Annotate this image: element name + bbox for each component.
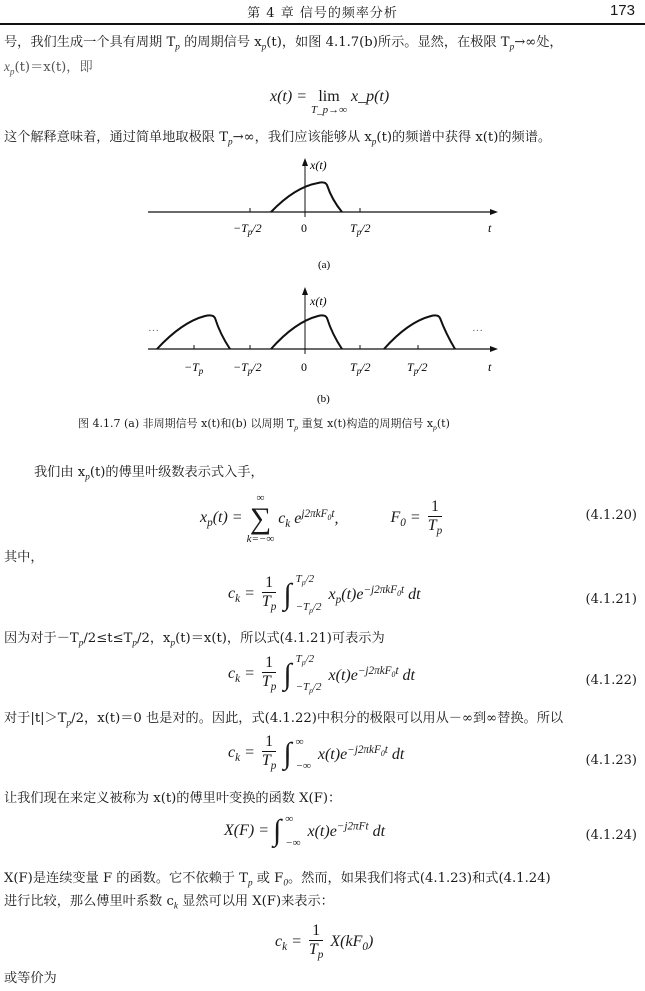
rhs: x_p(t) [350,88,390,105]
tick-pos-half-2: $T_p/2$ [407,360,428,376]
ellipsis-right: ··· [472,325,483,337]
sub: p [433,423,437,433]
text: (t)，如图 4.1.7(b)所示。显然，在极限 T [266,35,510,50]
paragraph-1-line-1 [4,32,563,58]
panel-label-a: (a) [318,259,331,271]
text: 号，我们生成一个具有周期 T [4,35,176,50]
paragraph-5 [4,628,385,654]
text: →∞，我们应该能够从 x [232,130,372,145]
equation-number: (4.1.23) [585,753,637,768]
equation-4-1-23: $c_k$ = $\frac{1}{T_p}$ ∫ ∞ −∞ $x(t)e^{-j2\pi kF_0t}$ dt [228,733,405,773]
sub: 0 [283,877,288,888]
sum-upper: ∞ [256,492,265,504]
text: 这个解释意味着，通过简单地取极限 T [4,130,228,145]
text: 对于|t|＞T [4,711,67,726]
sub: p [228,136,233,147]
tick-pos-half: $T_p/2$ [350,360,371,376]
sub: p [9,66,15,77]
text: 进行比较，那么傅里叶系数 c [4,894,174,909]
text: (t)＝x(t)，即 [14,60,93,75]
sub: p [175,41,180,52]
tick-pos-half: $T_p/2$ [350,221,371,237]
tick-zero: 0 [301,360,307,374]
text: /2≤t≤T [83,631,133,646]
summation: ∞ ∑ k=−∞ [246,492,275,545]
tick-neg-half: $-T_p/2$ [233,221,262,237]
lhs: x(t) = [270,88,311,105]
sub: k [173,900,178,911]
text: 因为对于－T [4,631,79,646]
equation-ck-from-XF: $c_k$ = $\frac{1}{T_p}$ $X(kF_0)$ [275,922,374,962]
text: X(F)是连续变量 F 的函数。它不依赖于 T [4,871,248,886]
sub: p [247,877,253,888]
paragraph-6 [4,708,563,734]
text: (t)的频谱中获得 x(t)的频谱。 [376,130,552,145]
text: 显然可以用 X(F)来表示： [177,894,334,909]
tick-neg-half: $-T_p/2$ [233,360,262,376]
equation-4-1-24: X(F) = ∫ ∞ −∞ $x(t)e^{-j2\pi Ft}$ dt [224,813,386,849]
lim: lim [318,88,340,105]
sub: p [66,717,72,728]
text: (t)＝x(t)，所以式(4.1.21)可表示为 [175,631,385,646]
sub: p [78,637,84,648]
equation-4-1-22: $c_k$ = $\frac{1}{T_p}$ ∫ $T_p/2$ $-T_p/2$ $x(t)e^{-j2\pi kF_0t}$ dt [228,653,415,696]
text: 或 F [252,871,284,886]
sub: p [294,423,299,433]
y-axis-label: x(t) [310,294,327,308]
text: /2，x(t)＝0 也是对的。因此，式(4.1.22)中积分的极限可以用从－∞到∞替换。所以 [71,711,564,726]
tick-neg-tp: $-T_p$ [184,360,204,376]
equation-4-1-21: $c_k$ = $\frac{1}{T_p}$ ∫ $T_p/2$ $-T_p/2$ $x_p(t)e^{-j2\pi kF_0t}$ dt [228,573,421,616]
equation-4-1-20: $x_p(t)$ = ∞ ∑ k=−∞ $c_k$ $e^{j2\pi kF_0t}$, $F_0$ = $\frac{1}{T_p}$ [200,492,443,545]
lim-operator [311,88,347,116]
paragraph-1-line-2 [4,56,93,83]
paragraph-7: 让我们现在来定义被称为 x(t)的傅里叶变换的函数 X(F)： [4,791,342,806]
text: →∞处， [514,35,563,50]
equation-number: (4.1.22) [585,673,637,688]
figure-caption [78,413,450,439]
ellipsis-left: ··· [148,325,159,337]
text: x [4,59,10,74]
text: 图 4.1.7 (a) 非周期信号 x(t)和(b) 以周期 T [78,417,295,430]
paragraph-3 [34,462,264,488]
figure-4-1-7b [100,282,550,407]
paragraph-9 [4,891,334,917]
running-header-title: 第 4 章 信号的频率分析 [247,6,398,21]
page-number: 173 [609,2,635,19]
text: 的周期信号 x [179,35,262,50]
text: (t)的傅里叶级数表示式入手， [89,465,264,480]
panel-label-b: (b) [317,393,330,405]
sub: p [261,41,267,52]
paragraph-4: 其中， [4,550,44,565]
tick-zero: 0 [301,221,307,235]
sub: p [509,41,515,52]
x-axis-label: t [488,221,492,235]
sub: p [170,637,176,648]
paragraph-8 [4,868,551,894]
sub: p [85,471,90,482]
text: 。然而，如果我们将式(4.1.23)和式(4.1.24) [287,871,551,886]
sub: p [371,136,377,147]
text: 重复 x(t)构造的周期信号 x [298,417,434,430]
y-axis-label: x(t) [310,158,327,172]
paragraph-2 [4,127,551,153]
sum-lower: k=−∞ [246,533,275,545]
figure-4-1-7a [100,155,550,280]
text: (t) [436,417,450,430]
limit-equation [270,88,389,116]
sub: p [132,637,138,648]
lim-under: T_p→∞ [311,104,347,116]
header-rule [0,23,645,25]
equation-number: (4.1.24) [585,828,637,843]
paragraph-10: 或等价为 [4,971,57,986]
equation-number: (4.1.21) [585,592,637,607]
text: 我们由 x [34,465,86,480]
x-axis-label: t [488,360,492,374]
text: /2，x [137,631,171,646]
equation-number: (4.1.20) [585,508,637,523]
